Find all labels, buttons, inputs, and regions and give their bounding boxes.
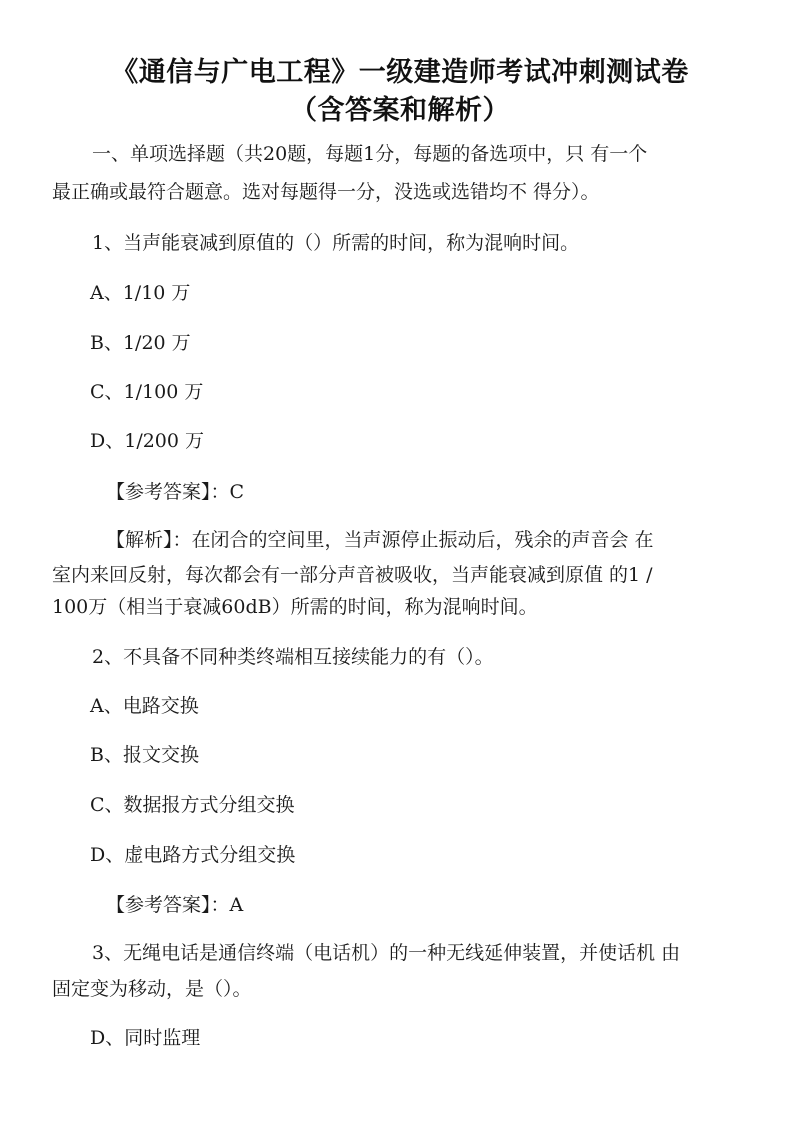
question-3-stem-cont: 固定变为移动，是（）。: [52, 978, 252, 1000]
question-2-option-c: C、数据报方式分组交换: [90, 794, 295, 816]
question-2-answer: 【参考答案】：A: [106, 894, 244, 916]
document-title: 《通信与广电工程》一级建造师考试冲刺测试卷: [111, 57, 689, 88]
question-1-analysis-cont: 100万（相当于衰减60dB）所需的时间，称为混响时间。: [52, 596, 538, 618]
document-subtitle: （含答案和解析）: [290, 95, 510, 126]
question-2-option-b: B、报文交换: [90, 744, 199, 766]
question-2-option-a: A、电路交换: [90, 695, 199, 717]
section-heading-cont: 最正确或最符合题意。选对每题得一分，没选或选错均不 得分）。: [52, 181, 600, 203]
question-1-analysis-cont: 室内来回反射，每次都会有一部分声音被吸收，当声能衰减到原值 的1 /: [52, 564, 653, 586]
question-2-option-d: D、虚电路方式分组交换: [90, 844, 296, 866]
question-1-option-c: C、1/100 万: [90, 381, 204, 403]
question-2-stem: 2、不具备不同种类终端相互接续能力的有（）。: [92, 646, 494, 668]
question-1-stem: 1、当声能衰减到原值的（）所需的时间，称为混响时间。: [92, 232, 580, 254]
section-heading: 一、单项选择题（共20题，每题1分，每题的备选项中，只 有一个: [92, 143, 648, 165]
question-1-answer: 【参考答案】：C: [106, 481, 245, 503]
question-3-stem: 3、无绳电话是通信终端（电话机）的一种无线延伸装置，并使话机 由: [92, 942, 681, 964]
question-3-option-d: D、同时监理: [90, 1027, 201, 1049]
question-1-option-d: D、1/200 万: [90, 430, 205, 452]
question-1-option-a: A、1/10 万: [90, 282, 191, 304]
question-1-option-b: B、1/20 万: [90, 332, 191, 354]
question-1-analysis: 【解析】：在闭合的空间里，当声源停止振动后，残余的声音会 在: [106, 529, 654, 551]
